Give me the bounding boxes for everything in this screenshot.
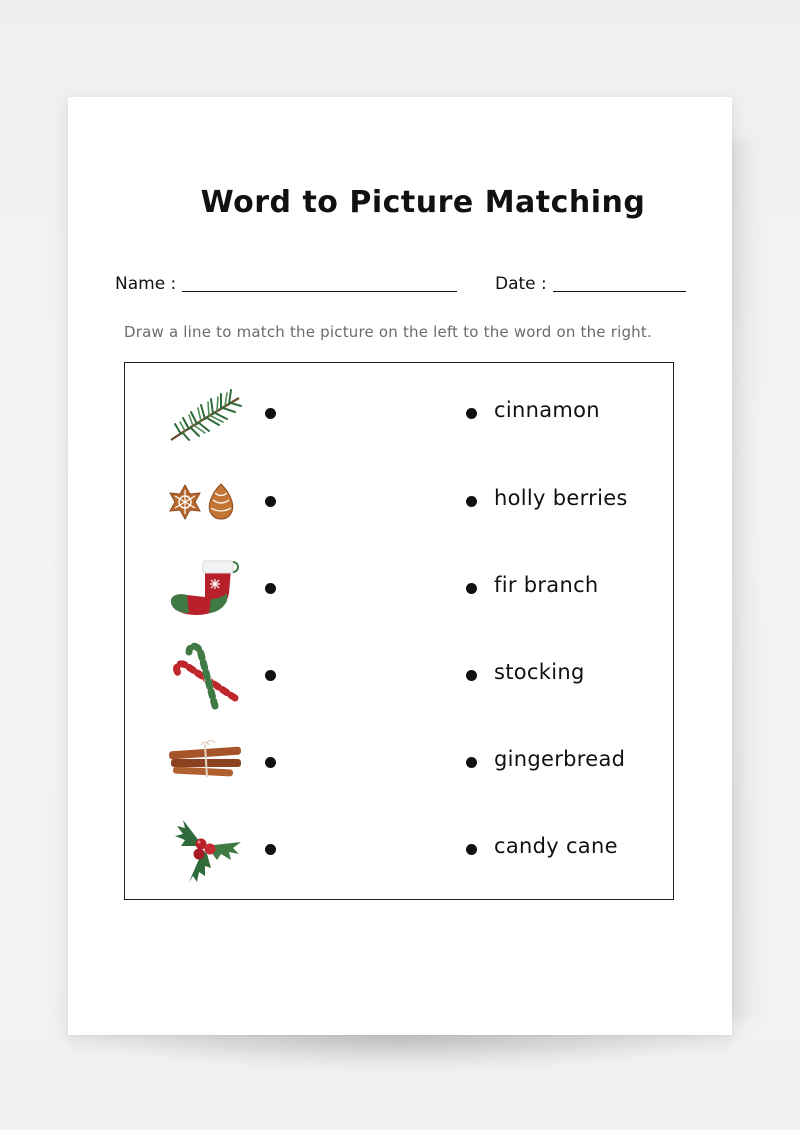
match-row <box>125 640 673 710</box>
instructions: Draw a line to match the picture on the left to the word on the right. <box>124 323 652 341</box>
left-dot[interactable] <box>265 583 276 594</box>
left-dot[interactable] <box>265 670 276 681</box>
date-field[interactable] <box>495 274 686 294</box>
matching-box <box>124 362 674 900</box>
date-label: Date : <box>495 274 547 294</box>
right-dot[interactable] <box>466 670 477 681</box>
word-label: holly berries <box>494 486 628 510</box>
right-dot[interactable] <box>466 757 477 768</box>
name-line[interactable] <box>182 291 457 292</box>
worksheet-paper <box>68 97 732 1035</box>
left-dot[interactable] <box>265 408 276 419</box>
word-label: candy cane <box>494 834 618 858</box>
match-row <box>125 814 673 884</box>
word-label: cinnamon <box>494 398 600 422</box>
right-dot[interactable] <box>466 583 477 594</box>
right-dot[interactable] <box>466 496 477 507</box>
match-row <box>125 553 673 623</box>
match-row <box>125 378 673 448</box>
gingerbread-icon <box>165 466 245 536</box>
date-line[interactable] <box>553 291 686 292</box>
left-dot[interactable] <box>265 757 276 768</box>
match-row <box>125 727 673 797</box>
word-label: stocking <box>494 660 585 684</box>
right-dot[interactable] <box>466 844 477 855</box>
match-row <box>125 466 673 536</box>
right-dot[interactable] <box>466 408 477 419</box>
left-dot[interactable] <box>265 844 276 855</box>
name-field[interactable] <box>115 274 457 294</box>
word-label: fir branch <box>494 573 599 597</box>
worksheet-title: Word to Picture Matching <box>200 185 646 220</box>
name-label: Name : <box>115 274 177 294</box>
fir-branch-icon <box>165 378 245 448</box>
stocking-icon <box>165 553 245 623</box>
candy-cane-icon <box>165 640 245 710</box>
cinnamon-icon <box>165 727 245 797</box>
left-dot[interactable] <box>265 496 276 507</box>
word-label: gingerbread <box>494 747 626 771</box>
holly-berries-icon <box>165 814 245 884</box>
